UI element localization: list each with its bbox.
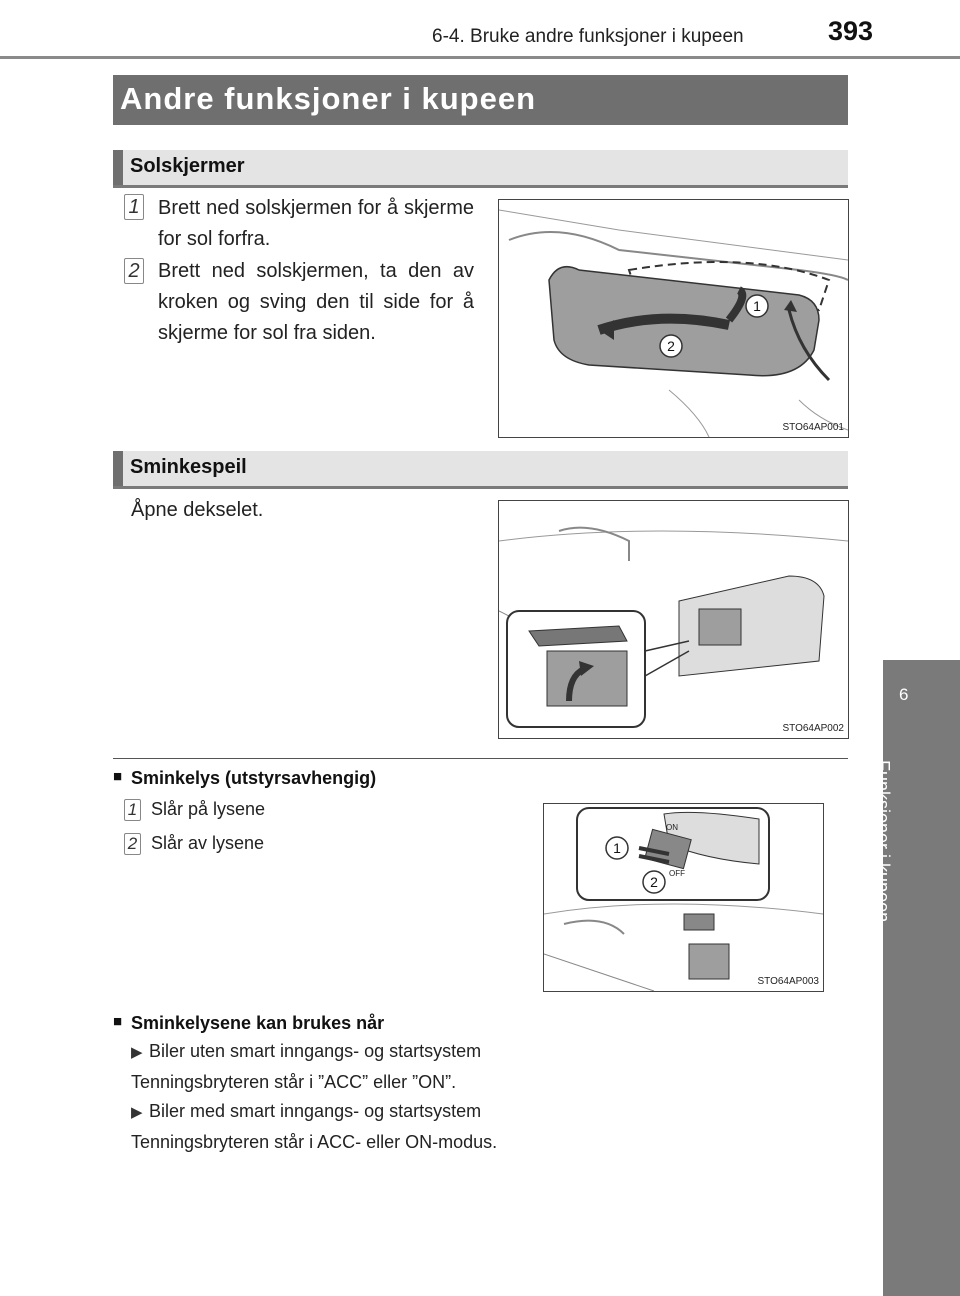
- section-heading-label: Sminkespeil: [130, 456, 247, 478]
- callout-1: 1: [753, 298, 761, 314]
- step-text-2: Brett ned solskjermen, ta den av kroken og sving den til side for å skjerme for sol fra siden.: [158, 260, 474, 344]
- header-divider: [0, 56, 960, 59]
- figure-sun-visor: [498, 199, 849, 438]
- triangle-bullet-icon: ▶: [131, 1104, 143, 1121]
- item-number-2: 2: [124, 833, 141, 855]
- step-text-1: Brett ned solskjermen for å skjerme for sol forfra.: [158, 197, 474, 250]
- switch-on-label: ON: [666, 823, 678, 832]
- item-text-2: Slår av lysene: [151, 833, 265, 853]
- subheading-sminkelys: Sminkelys (utstyrsavhengig): [131, 768, 377, 788]
- figure-vanity-light: [543, 803, 824, 992]
- square-bullet: ■: [113, 1013, 123, 1030]
- figure-code: STO64AP002: [782, 723, 844, 734]
- callout-2: 2: [667, 338, 675, 354]
- figure-vanity-mirror: [498, 500, 849, 739]
- svg-text:2: 2: [650, 874, 658, 890]
- subheading-sminkelysene: Sminkelysene kan brukes når: [131, 1013, 385, 1033]
- section-heading-sminkespeil: [113, 451, 848, 489]
- condition-1-text: Tenningsbryteren står i ”ACC” eller ”ON”.: [131, 1072, 457, 1092]
- chapter-side-tab: [883, 660, 960, 1296]
- condition-1: Biler uten smart inngangs- og startsystem: [149, 1041, 482, 1061]
- square-bullet: ■: [113, 768, 123, 785]
- step-number-1: 1: [124, 194, 144, 220]
- sun-visor-illustration: [499, 200, 848, 437]
- chapter-label-text: Funksjoner i kupeen: [873, 760, 893, 923]
- page-title: Andre funksjoner i kupeen: [120, 81, 537, 116]
- figure-code: STO64AP001: [782, 422, 844, 433]
- running-header: 6-4. Bruke andre funksjoner i kupeen: [432, 26, 744, 47]
- section-heading-label: Solskjermer: [130, 155, 245, 177]
- chapter-number: 6: [899, 685, 909, 704]
- item-text-1: Slår på lysene: [151, 799, 266, 819]
- condition-2: Biler med smart inngangs- og startsystem: [149, 1101, 482, 1121]
- section-heading-solskjermer: [113, 150, 848, 188]
- svg-text:1: 1: [613, 840, 621, 856]
- triangle-bullet-icon: ▶: [131, 1044, 143, 1061]
- step-number-2: 2: [124, 258, 144, 284]
- mirror-instruction: Åpne dekselet.: [131, 499, 264, 521]
- item-number-1: 1: [124, 799, 141, 821]
- vanity-light-illustration: [544, 804, 823, 991]
- chapter-label: [873, 760, 925, 950]
- page-number: 393: [828, 16, 874, 46]
- vanity-mirror-illustration: [499, 501, 848, 738]
- subsection-divider: [113, 758, 848, 759]
- switch-off-label: OFF: [669, 869, 685, 878]
- condition-2-text: Tenningsbryteren står i ACC- eller ON-modus.: [131, 1132, 498, 1152]
- figure-code: STO64AP003: [757, 976, 819, 987]
